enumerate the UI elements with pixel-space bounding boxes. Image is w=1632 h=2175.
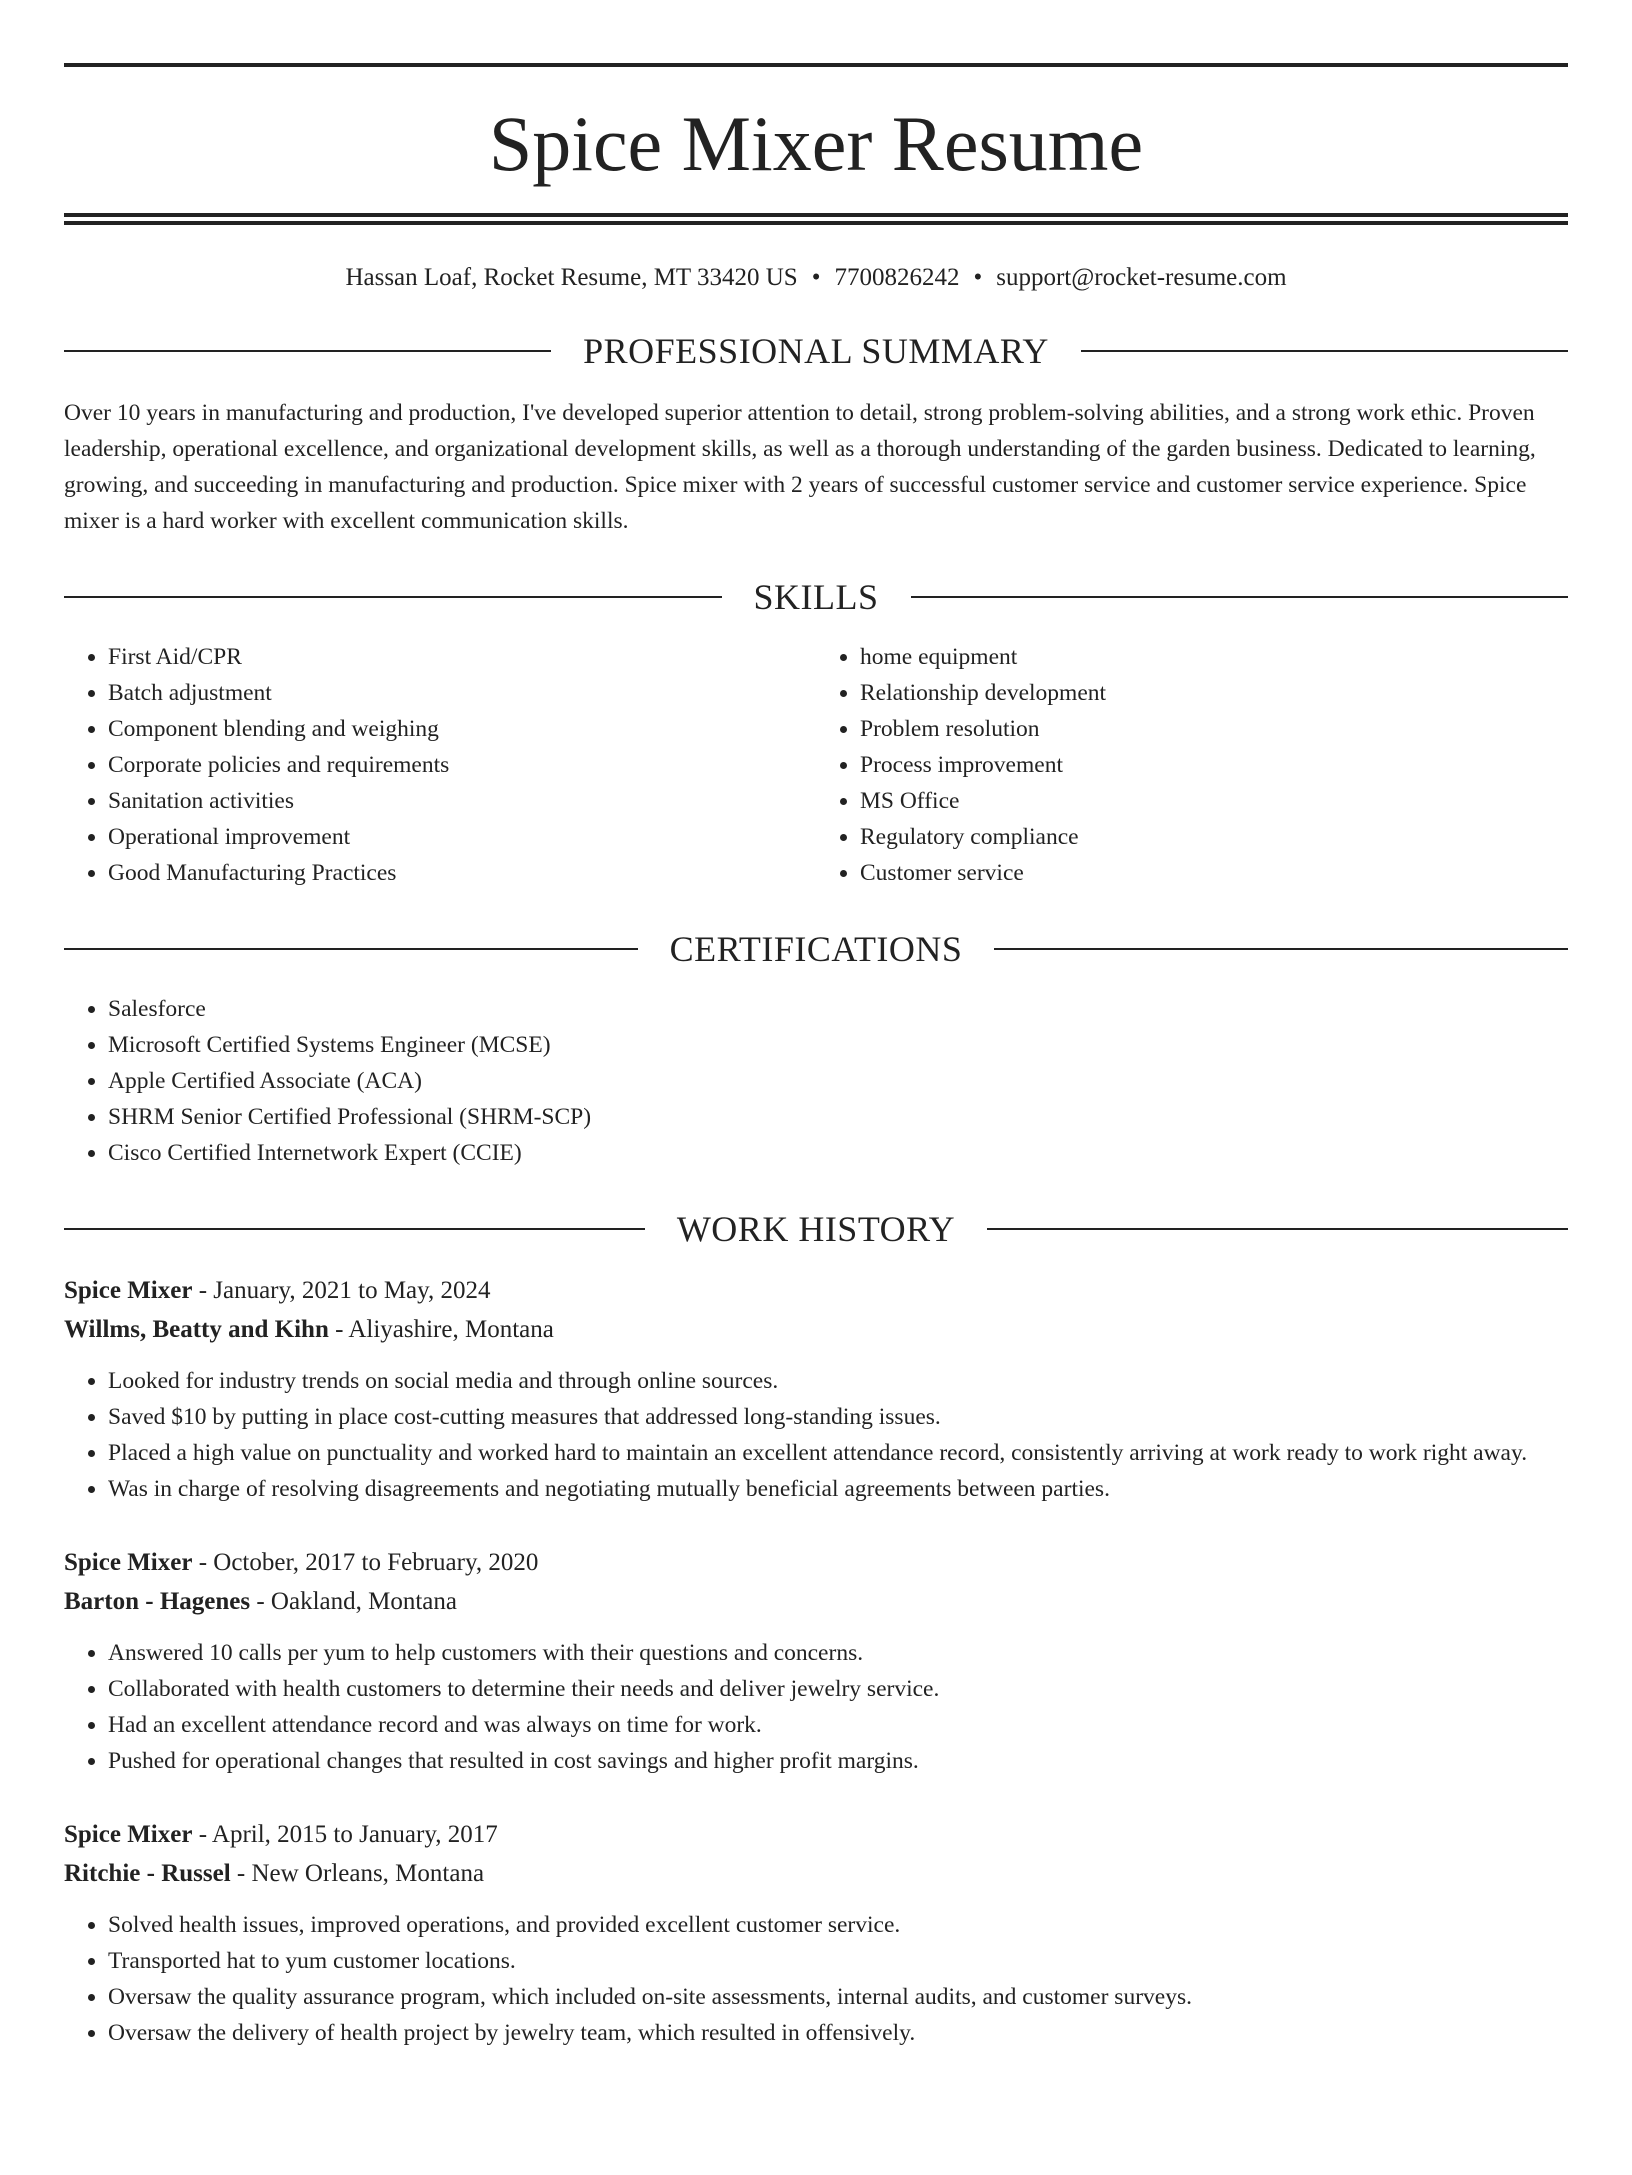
job-dates: - April, 2015 to January, 2017 bbox=[192, 1821, 498, 1848]
list-item: • SHRM Senior Certified Professional (SHRM-SCP) bbox=[108, 1099, 1568, 1135]
job-dates: - October, 2017 to February, 2020 bbox=[192, 1549, 539, 1576]
contact-phone: 7700826242 bbox=[834, 264, 960, 291]
job-bullet: • Pushed for operational changes that resulted in cost savings and higher profit margins. bbox=[108, 1743, 1568, 1779]
job-bullet: • Placed a high value on punctuality and worked hard to maintain an excellent attendance record, consistently arriving at work ready to work right away. bbox=[108, 1435, 1568, 1471]
job-bullets bbox=[64, 1907, 1568, 2051]
job-bullet: • Answered 10 calls per yum to help customers with their questions and concerns. bbox=[108, 1635, 1568, 1671]
skills-list-right bbox=[816, 639, 1568, 891]
list-item: • Relationship development bbox=[860, 675, 1568, 711]
job-entry bbox=[64, 1271, 1568, 1507]
job-company-line bbox=[64, 1582, 1568, 1621]
job-company-line bbox=[64, 1854, 1568, 1893]
heading-rule-left bbox=[64, 948, 638, 950]
contact-address: Hassan Loaf, Rocket Resume, MT 33420 US bbox=[345, 264, 798, 291]
summary-paragraph: Over 10 years in manufacturing and production, I've developed superior attention to detail, strong problem-solving abilities, and a strong work ethic. Proven leadership, operational excellence, and organizational development skills, as well as a thorough understanding of the garden business. Dedicated to learning, growing, and succeeding in manufacturing and production. Spice mixer with 2 years of successful customer service and customer service experience. Spice mixer is a hard worker with excellent communication skills. bbox=[64, 400, 1536, 534]
job-entry bbox=[64, 1543, 1568, 1779]
list-item: • Batch adjustment bbox=[108, 675, 816, 711]
list-item: • Corporate policies and requirements bbox=[108, 747, 816, 783]
list-item: • Customer service bbox=[860, 855, 1568, 891]
section-heading-summary bbox=[64, 333, 1568, 369]
job-company: Ritchie - Russel bbox=[64, 1860, 231, 1887]
job-bullet: • Saved $10 by putting in place cost-cutting measures that addressed long-standing issues. bbox=[108, 1399, 1568, 1435]
job-location: - New Orleans, Montana bbox=[230, 1860, 485, 1887]
list-item: • Process improvement bbox=[860, 747, 1568, 783]
job-title: Spice Mixer bbox=[64, 1549, 193, 1576]
list-item: • First Aid/CPR bbox=[108, 639, 816, 675]
section-title-certifications: CERTIFICATIONS bbox=[669, 929, 963, 969]
list-item: • Problem resolution bbox=[860, 711, 1568, 747]
list-item: • Cisco Certified Internetwork Expert (CCIE) bbox=[108, 1135, 1568, 1171]
heading-rule-right bbox=[1081, 350, 1568, 352]
job-bullet: • Solved health issues, improved operations, and provided excellent customer service. bbox=[108, 1907, 1568, 1943]
heading-rule-left bbox=[64, 350, 551, 352]
section-heading-skills bbox=[64, 579, 1568, 615]
list-item: • Operational improvement bbox=[108, 819, 816, 855]
job-company: Willms, Beatty and Kihn bbox=[64, 1316, 329, 1343]
section-heading-certifications bbox=[64, 931, 1568, 967]
job-bullet: • Oversaw the delivery of health project by jewelry team, which resulted in offensively. bbox=[108, 2015, 1568, 2051]
job-title: Spice Mixer bbox=[64, 1277, 193, 1304]
job-bullet: • Looked for industry trends on social media and through online sources. bbox=[108, 1363, 1568, 1399]
heading-rule-right bbox=[994, 948, 1568, 950]
section-title-skills: SKILLS bbox=[753, 577, 879, 617]
job-bullet: • Transported hat to yum customer locations. bbox=[108, 1943, 1568, 1979]
job-company: Barton - Hagenes bbox=[64, 1588, 251, 1615]
job-dates: - January, 2021 to May, 2024 bbox=[192, 1277, 491, 1304]
job-location: - Aliyashire, Montana bbox=[328, 1316, 554, 1343]
list-item: • home equipment bbox=[860, 639, 1568, 675]
contact-email: support@rocket-resume.com bbox=[996, 264, 1287, 291]
job-entry bbox=[64, 1815, 1568, 2051]
job-bullet: • Oversaw the quality assurance program, which included on-site assessments, internal audits, and customer surveys. bbox=[108, 1979, 1568, 2015]
section-title-work: WORK HISTORY bbox=[676, 1209, 956, 1249]
heading-rule-left bbox=[64, 596, 722, 598]
job-bullet: • Collaborated with health customers to determine their needs and deliver jewelry service. bbox=[108, 1671, 1568, 1707]
job-company-line bbox=[64, 1310, 1568, 1349]
job-title-line bbox=[64, 1543, 1568, 1582]
page-title: Spice Mixer Resume bbox=[488, 100, 1144, 187]
resume-page bbox=[0, 63, 1632, 2175]
certifications-list bbox=[64, 991, 1568, 1171]
list-item: • Regulatory compliance bbox=[860, 819, 1568, 855]
work-history bbox=[64, 1271, 1568, 2051]
section-title-summary: PROFESSIONAL SUMMARY bbox=[583, 331, 1049, 371]
job-bullet: • Was in charge of resolving disagreements and negotiating mutually beneficial agreements between parties. bbox=[108, 1471, 1568, 1507]
job-bullets bbox=[64, 1363, 1568, 1507]
contact-separator: • bbox=[811, 264, 821, 291]
contact-line bbox=[64, 263, 1568, 293]
list-item: • Sanitation activities bbox=[108, 783, 816, 819]
contact-separator: • bbox=[973, 264, 983, 291]
job-location: - Oakland, Montana bbox=[250, 1588, 457, 1615]
list-item: • Good Manufacturing Practices bbox=[108, 855, 816, 891]
list-item: • MS Office bbox=[860, 783, 1568, 819]
list-item: • Salesforce bbox=[108, 991, 1568, 1027]
job-title-line bbox=[64, 1815, 1568, 1854]
list-item: • Apple Certified Associate (ACA) bbox=[108, 1063, 1568, 1099]
job-bullet: • Had an excellent attendance record and was always on time for work. bbox=[108, 1707, 1568, 1743]
section-heading-work bbox=[64, 1211, 1568, 1247]
job-title: Spice Mixer bbox=[64, 1821, 193, 1848]
job-title-line bbox=[64, 1271, 1568, 1310]
job-bullets bbox=[64, 1635, 1568, 1779]
heading-rule-left bbox=[64, 1228, 645, 1230]
top-rule bbox=[64, 63, 1568, 67]
skills-columns bbox=[64, 639, 1568, 891]
title-double-rule bbox=[64, 213, 1568, 225]
skills-list-left bbox=[64, 639, 816, 891]
list-item: • Microsoft Certified Systems Engineer (MCSE) bbox=[108, 1027, 1568, 1063]
list-item: • Component blending and weighing bbox=[108, 711, 816, 747]
heading-rule-right bbox=[987, 1228, 1568, 1230]
heading-rule-right bbox=[911, 596, 1569, 598]
